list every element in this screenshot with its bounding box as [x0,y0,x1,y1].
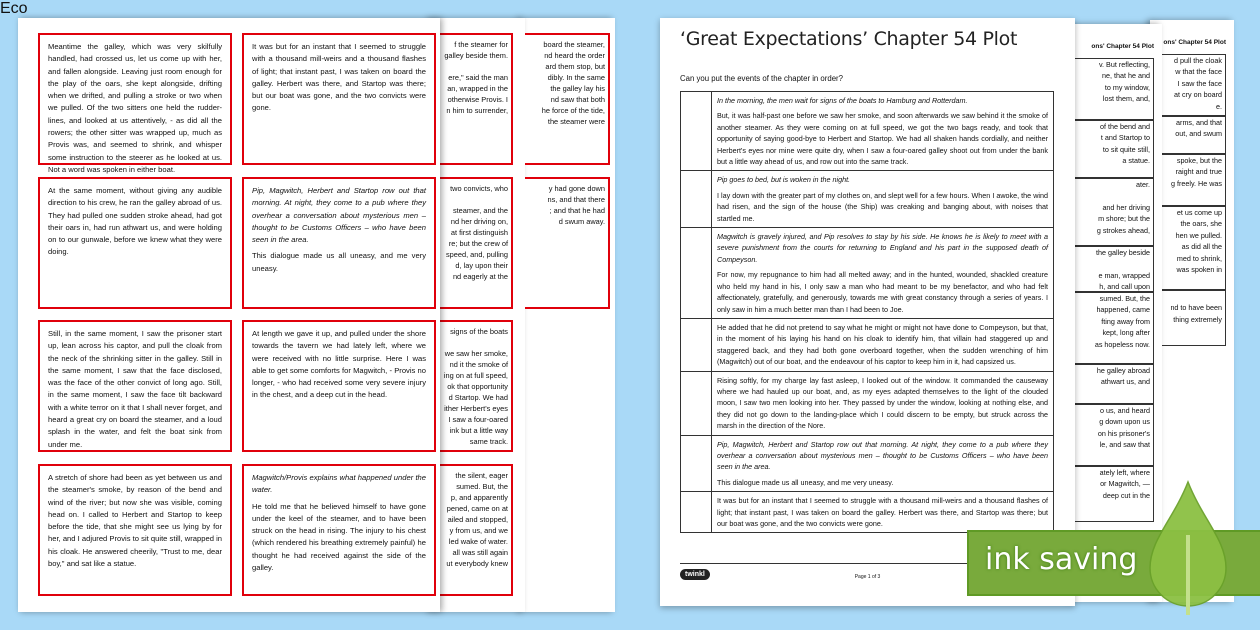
table-row [681,435,1054,492]
card-fragment [430,320,513,452]
card-text: At length we gave it up, and pulled under the shore towards the tavern we had lately left, where we were received with no little surprise. Here I was able to get some comforts for Magwitch, - Provis no longer, - who had received some very severe injury in the chest, and a deep cut in the head. [252,329,426,400]
fragment-line: led wake of water. [448,537,508,546]
row-line: sumed. But, the [1099,294,1150,303]
fragment-line: ard them stop, but [545,62,605,71]
leaf-icon [1148,480,1228,615]
plot-worksheet [660,18,1075,606]
row-line: as hopeless now. [1094,339,1150,349]
fragment-line: ut everybody knew [446,559,508,568]
table-row [681,171,1054,228]
fragment-line: ink but a little way [449,426,508,435]
fragment-line: re; but the crew of [448,239,508,248]
events-table [680,91,1054,533]
fragment-line: n him to surrender, [446,106,508,115]
row-line: nd to have been [1170,303,1222,313]
eco-label: Eco [0,0,28,17]
sheet-row [1070,120,1154,178]
sheet-title: ons' Chapter 54 Plot [1091,43,1154,50]
card-fragment [525,177,610,309]
fragment-line: nd saw that both [550,95,605,104]
row-line: v. But reflecting, [1099,60,1150,69]
row-line: et us come up [1176,208,1222,217]
event-summary: In the morning, the men wait for signs of the boats to Hamburg and Rotterdam. [717,96,968,105]
card-text: At the same moment, without giving any audible direction to his crew, he ran the galley abroad of us. They had pulled one sudden stroke ahead, had got their oars in, had run athwart us, and were holding on to our gunwale, before we knew what they were doing. [48,186,222,257]
card-text: This dialogue made us all uneasy, and me very uneasy. [252,251,426,273]
row-line: e man, wrapped [1098,270,1150,280]
row-line: I saw the face [1177,78,1222,88]
row-line: g down upon us [1099,417,1150,427]
row-line: d pull the cloak [1174,56,1222,65]
card-text: Meantime the galley, which was very skilfully handled, had crossed us, let us come up with her, and fallen alongside. Leaving just room enough for the play of the oars, she kept alongside, drifting when we drifted, and pulling a stroke or two when we pulled. Of the two sitters one held the rudder-lines, and looked at us attentively, - as did all the rowers; the other sitter was wrapped up, much as Provis was, and seemed to shrink, and whisper some instruction to the steerer as he looked at us. Not a word was spoken in either boat. [48,42,222,174]
row-line: g freely. He was [1171,178,1222,188]
row-line: to my window, [1104,82,1150,92]
row-line: thing extremely [1173,314,1222,324]
fragment-line: the silent, eager [455,471,508,480]
fragment-line: board the steamer, [543,40,605,49]
fragment-line: steamer, and the [452,206,508,215]
fragment-line: d swum away. [558,217,605,226]
fragment-line: nd heard the order [544,51,605,60]
row-line: athwart us, and [1100,377,1150,387]
fragment-line [430,337,511,348]
fragment-line: the galley lay his [550,84,605,93]
twinkl-logo: twinkl [680,569,710,580]
table-row [681,92,1054,171]
fragment-line [430,61,511,72]
fragment-line: all was still again [452,548,508,557]
fragment-line: nd it the smoke of [449,360,508,369]
row-line: lost them, and, [1102,94,1150,104]
order-cell[interactable] [681,318,712,371]
sheet-row [1070,178,1154,246]
event-cell [712,492,1054,533]
event-cell [712,171,1054,228]
row-line: or Magwitch, — [1100,479,1150,489]
row-line: at cry on board [1174,90,1222,100]
event-cell [712,371,1054,435]
fragment-line: d Startop. We had [448,393,508,402]
fragment-line: nd eagerly at the [452,272,508,281]
event-card [242,320,436,452]
event-cell [712,318,1054,371]
row-line [1070,190,1153,201]
row-line [1070,258,1153,269]
fragment-line: ; and that he had [549,206,605,215]
order-cell[interactable] [681,371,712,435]
card-sort-sheet [18,18,440,612]
table-row [681,371,1054,435]
card-fragment [525,33,610,165]
row-line: as did all the [1181,242,1222,252]
instructions: Can you put the events of the chapter in order? [680,74,843,83]
sheet-row [1070,364,1154,404]
card-text: Magwitch/Provis explains what happened under the water. [252,473,426,495]
row-line: e. [1216,101,1222,111]
fragment-line: y from us, and we [449,526,508,535]
row-line: on his prisoner's [1097,428,1150,438]
fragment-line: dibly. In the same [547,73,605,82]
event-cell [712,435,1054,492]
fragment-line: ok that opportunity [447,382,508,391]
event-card [242,464,436,596]
table-row [681,228,1054,319]
event-card [242,33,436,165]
fragment-line: p, and apparently [450,493,508,502]
sheet-row [1070,404,1154,466]
fragment-line: ns, and that there [547,195,605,204]
fragment-line: otherwise Provis. I [447,95,508,104]
order-cell[interactable] [681,435,712,492]
fragment-line: an, wrapped in the [447,84,508,93]
fragment-line: y had gone down [548,184,605,193]
sheet-title: ons' Chapter 54 Plot [1163,39,1226,46]
event-card [38,464,232,596]
event-cell [712,92,1054,171]
row-line: fting away from [1101,316,1150,326]
sheet-row [1070,466,1154,522]
event-quote: He added that he did not pretend to say what he might or might not have done to Compeyson, but that, in the moment of his laying his hand on his cloak to identify him, that villain had staggered up and staggered back, and they had both gone overboard together, when the sudden wrenching of him (Magwitch) out of our boat, and the endeavour of his captor to keep him in it, had capsized us. [717,322,1048,367]
row-line: ately left, where [1099,468,1150,477]
event-card [38,177,232,309]
row-line: happened, came [1096,305,1150,315]
row-line: a statue. [1122,156,1150,166]
fragment-line: at first distinguish [450,228,508,237]
row-line: ne, that he and [1102,71,1150,81]
fragment-line: the steamer were [547,117,605,126]
fragment-line: galley beside them. [444,51,508,60]
row-line: out, and swum [1175,129,1222,139]
event-quote: I lay down with the greater part of my clothes on, and slept well for a few hours. When I awoke, the wind had risen, and the sign of the house (the Ship) was creaking and banging about, with noises that startled me. [717,190,1048,223]
row-line: kept, long after [1102,328,1150,338]
fragment-line: ailed and stopped, [447,515,508,524]
row-line: was spoken in [1176,265,1222,275]
order-cell[interactable] [681,92,712,171]
event-quote: But, it was half-past one before we saw her smoke, and soon afterwards we saw behind it the smoke of another steamer. As they were coming on at full speed, we got the two bags ready, and took that opportunity of saying good-bye to Herbert and Startop. We had all shaken hands cordially, and neither Herbert's eyes nor mine were quite dry, when I saw a four-oared galley shoot out from under the bank but a little way ahead of us, and row out into the same track. [717,111,1048,167]
row-line: arms, and that [1176,118,1222,127]
table-row [681,318,1054,371]
fragment-line: nd her driving on, [450,217,508,226]
ink-saving-label: ink saving [985,542,1138,577]
fragment-line: he force of the tide, [541,106,605,115]
card-text: He told me that he believed himself to have gone under the keel of the steamer, and to have been struck on the head in rising. The injury to his chest (which rendered his breathing extremely painful) he thought he had received against the side of the galley. [252,501,426,573]
event-card [38,320,232,452]
sheet-row [1070,58,1154,120]
event-summary: Pip goes to bed, but is woken in the night. [717,175,851,185]
card-text: It was but for an instant that I seemed to struggle with a thousand mill-weirs and a thousand flashes of light; that instant past, I was taken on board the galley. Herbert was there, and Startop was there; but our boat was gone, and the two convicts were gone. [252,42,426,113]
event-summary: Pip, Magwitch, Herbert and Startop row out that morning. At night, they come to a pub where they overhear a conversation about mysterious men – thought to be Customs Officers – who have been seen in the area. [717,439,1048,472]
row-line: ater. [1136,180,1150,189]
fragment-line: we saw her smoke, [444,349,508,358]
page-number: Page 1 of 3 [854,574,881,580]
sheet-row [1070,246,1154,292]
event-cell [712,228,1054,319]
card-text: Pip, Magwitch, Herbert and Startop row out that morning. At night, they come to a pub where they overhear a conversation about mysterious men – thought to be Customs Officers – who have been seen in the area. [252,186,426,245]
fragment-line: signs of the boats [450,327,508,336]
row-line: le, and saw that [1099,440,1150,450]
row-line: deep cut in the [1102,490,1150,500]
fragment-line: ither Herbert's eyes [444,404,508,413]
page-title: ‘Great Expectations’ Chapter 54 Plot [680,28,1018,50]
fragment-line: d, lay upon their [455,261,508,270]
row-line: t and Startop to [1100,133,1150,143]
event-card [38,33,232,174]
card-text: A stretch of shore had been as yet between us and the steamer's smoke, by reason of the bend and wind of the river; but now she was visible, coming head on. I called to Herbert and Startop to keep before the tide, that she might see us lying by for her, and I adjured Provis to sit quite still, wrapped in his cloak. He answered cheerily, "Trust to me, dear boy," and sat like a statue. [48,473,222,569]
row-line: raight and true [1175,167,1222,177]
fragment-line: speed, and, pulling [445,250,508,259]
row-line: and her driving [1102,202,1150,212]
event-quote: This dialogue made us all uneasy, and me very uneasy. [717,477,894,487]
fragment-line: same track. [469,437,508,446]
fragment-line: sumed. But, the [456,482,508,491]
row-line: m shore; but the [1098,214,1150,224]
event-summary: Magwitch is gravely injured, and Pip resolves to stay by his side. He knows he is likely to meet with a severe punishment from the courts for returning to England and his part in the supposed death of Compeyson. [717,232,1048,264]
fragment-line: ere," said the man [448,73,508,82]
card-fragment [430,33,513,165]
row-line: med to shrink, [1176,253,1222,263]
row-line: of the bend and [1100,122,1150,131]
fragment-line: ing on at full speed, [443,371,508,380]
table-row [681,492,1054,533]
fragment-line: f the steamer for [454,40,508,49]
card-text: Still, in the same moment, I saw the prisoner start up, lean across his captor, and pull the cloak from the neck of the shrinking sitter in the galley. Still in the same moment, I saw that the face disclosed, was the face of the other convict of long ago. Still, in the same moment, I saw the face tilt backward with a white terror on it that I shall never forget, and heard a great cry on board the steamer, and a loud splash in the water, and felt the boat sink from under me. [48,329,222,449]
fragment-line: two convicts, who [450,184,508,193]
event-card [242,177,436,309]
fragment-line [430,194,511,205]
row-line: g strokes ahead, [1096,225,1150,235]
card-fragment [430,177,513,309]
fragment-line: pened, came on at [446,504,508,513]
row-line: the oars, she [1180,219,1222,229]
row-line: to sit quite still, [1102,144,1150,154]
event-quote: It was but for an instant that I seemed to struggle with a thousand mill-weirs and a thousand flashes of light; that instant past, I was taken on board the galley. Herbert was there, and Startop was there; but our boat was gone, and the two convicts were gone. [717,496,1048,528]
order-cell[interactable] [681,171,712,228]
sheet-row [1070,292,1154,364]
order-cell[interactable] [681,492,712,533]
row-line: hen we pulled. [1175,230,1222,240]
row-line: h, and call upon [1099,282,1150,292]
row-line: o us, and heard [1100,406,1150,415]
row-line: the galley beside [1096,248,1150,257]
row-line: spoke, but the [1176,156,1222,165]
row-line: w that the face [1175,67,1222,77]
order-cell[interactable] [681,228,712,319]
row-line: he galley abroad [1096,366,1150,375]
event-quote: For now, my repugnance to him had all melted away; and in the hunted, wounded, shackled creature who held my hand in his, I only saw a man who had meant to be my benefactor, and who had felt affectionately, gratefully, and generously, towards me with great constancy through a series of years. I only saw in him a much better man than I had been to Joe. [717,270,1048,314]
event-quote: Rising softly, for my charge lay fast asleep, I looked out of the window. It commanded the causeway where we had hauled up our boat, and, as my eyes adapted themselves to the light of the clouded moon, I saw two men looking into her. They passed by under the window, looking at nothing else, and they did not go down to the landing-place which I could discern to be empty, but struck across the marsh in the direction of the Nore. [717,375,1048,431]
fragment-line: I saw a four-oared [448,415,508,424]
card-fragment [430,464,513,596]
